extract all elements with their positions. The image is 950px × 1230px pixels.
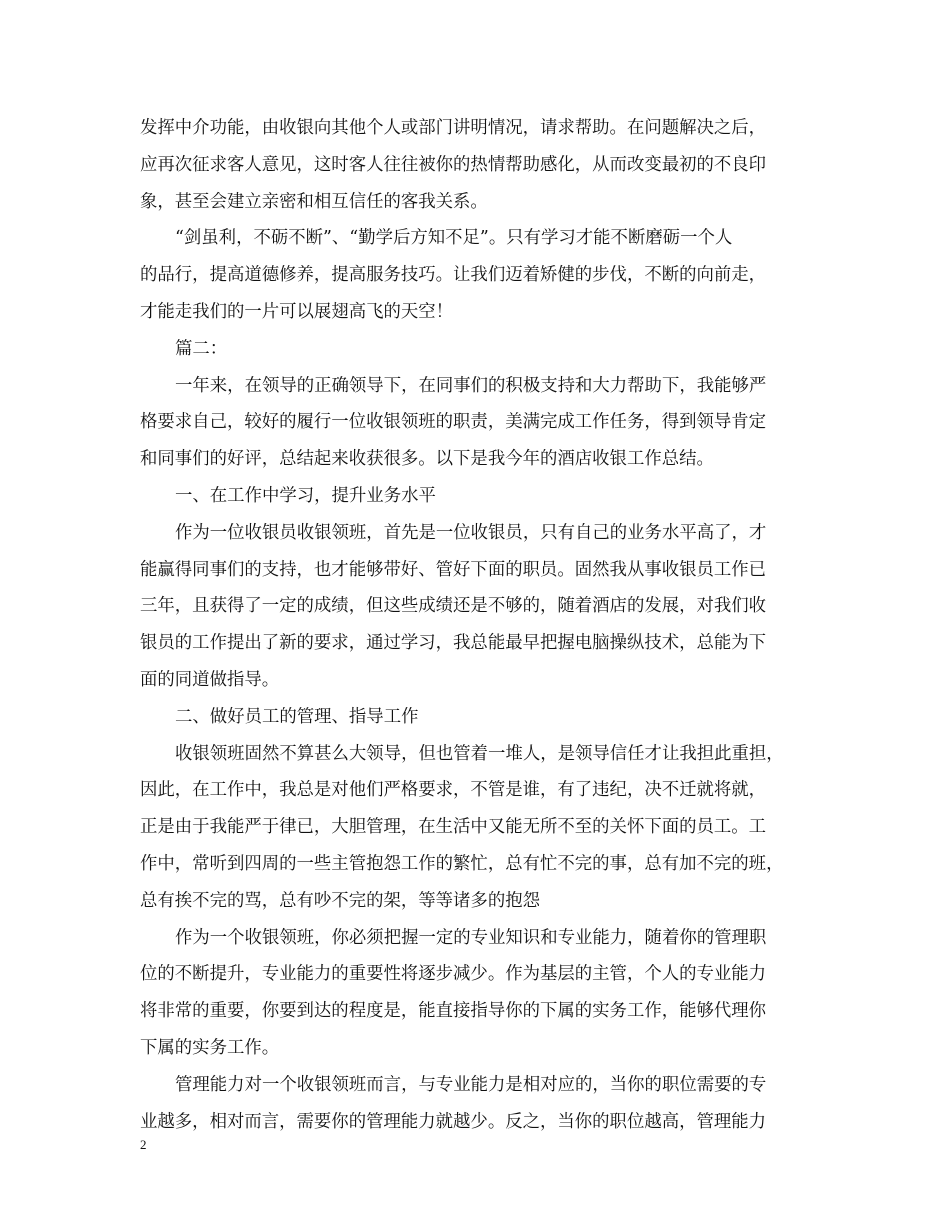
text-line: 业越多，相对而言，需要你的管理能力就越少。反之，当你的职位越高，管理能力 [140,1111,767,1132]
text-line: 格要求自己，较好的履行一位收银领班的职责，美满完成工作任务，得到领导肯定 [140,412,767,433]
text-line: 银员的工作提出了新的要求，通过学习，我总能最早把握电脑操纵技术，总能为下 [140,633,767,654]
text-line: 将非常的重要，你要到达的程度是，能直接指导你的下属的实务工作，能够代理你 [140,1001,767,1022]
text-line: 面的同道做指导。 [140,669,280,690]
text-line: 一年来，在领导的正确领导下，在同事们的积极支持和大力帮助下，我能够严 [175,375,767,396]
text-line: 发挥中介功能，由收银向其他个人或部门讲明情况，请求帮助。在问题解决之后， [140,118,767,138]
text-line: 象，甚至会建立亲密和相互信任的客我关系。 [140,191,488,212]
text-line: 正是由于我能严于律已，大胆管理，在生活中又能无所不至的关怀下面的员工。工 [140,817,767,838]
page-number: 2 [140,1137,147,1152]
text-line: 三年，且获得了一定的成绩，但这些成绩还是不够的，随着酒店的发展，对我们收 [140,596,767,617]
text-line: 作中，常听到四周的一些主管抱怨工作的繁忙，总有忙不完的事，总有加不完的班， [140,853,784,874]
text-line: 作为一位收银员收银领班，首先是一位收银员，只有自己的业务水平高了，才 [175,522,767,543]
text-line: 的品行，提高道德修养，提高服务技巧。让我们迈着矫健的步伐，不断的向前走， [140,265,767,286]
text-line: 收银领班固然不算甚么大领导，但也管着一堆人，是领导信任才让我担此重担， [175,743,784,764]
text-line: 位的不断提升，专业能力的重要性将逐步减少。作为基层的主管，个人的专业能力 [140,964,767,985]
text-line: 下属的实务工作。 [140,1037,280,1058]
document-body [140,110,830,1140]
text-line: 管理能力对一个收银领班而言，与专业能力是相对应的，当你的职位需要的专 [175,1074,767,1095]
text-line: 二、做好员工的管理、指导工作 [175,706,419,727]
text-line: 因此，在工作中，我总是对他们严格要求，不管是谁，有了违纪，决不迁就将就， [140,780,767,801]
text-line: 才能走我们的一片可以展翅高飞的天空！ [140,301,454,322]
text-line: 应再次征求客人意见，这时客人往往被你的热情帮助感化，从而改变最初的不良印 [140,154,767,175]
text-line: “剑虽利，不砺不断”、“勤学后方知不足”。只有学习才能不断磨砺一个人 [175,228,733,249]
text-line: 能赢得同事们的支持，也才能够带好、管好下面的职员。固然我从事收银员工作已 [140,559,767,580]
text-line: 一、在工作中学习，提升业务水平 [175,485,436,506]
text-line: 作为一个收银领班，你必须把握一定的专业知识和专业能力，随着你的管理职 [175,927,767,948]
text-line: 篇二： [175,338,228,359]
text-line: 总有挨不完的骂，总有吵不完的架，等等诸多的抱怨 [140,890,540,911]
text-line: 和同事们的好评，总结起来收获很多。以下是我今年的酒店收银工作总结。 [140,449,714,470]
